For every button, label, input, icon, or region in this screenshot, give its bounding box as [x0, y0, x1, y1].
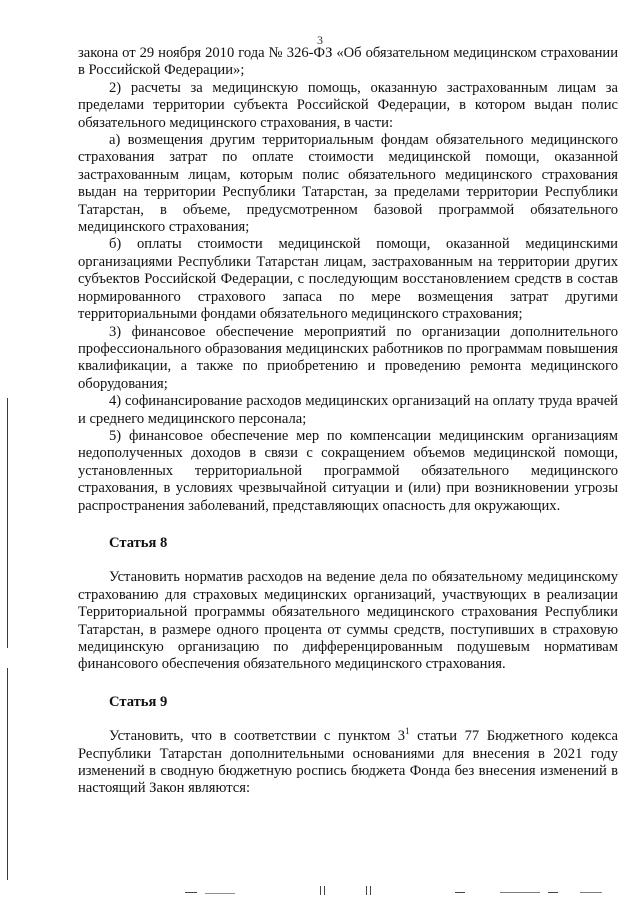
paragraph-item-2: 2) расчеты за медицинскую помощь, оказанную застрахованным лицам за пределами территории субъекта Российской Федерации, в котором выдан полис обязательного медицинского страхования, в части: [78, 79, 618, 131]
scan-mark [500, 892, 540, 893]
document-body [78, 45, 618, 798]
scan-margin-line-lower [7, 668, 8, 880]
paragraph-item-5: 5) финансовое обеспечение мер по компенсации медицинским организациям недополученных доходов в связи с сокращением объемов медицинской помощи, установленных территориальной программой обязательного медицинского страхования, в условиях чрезвычайной ситуации и (или) при возникновении угрозы распространения заболеваний, представляющих опасность для окружающих. [78, 427, 618, 514]
scan-mark [370, 886, 371, 895]
article-9-text [78, 728, 618, 798]
article-9-text-end: статьи 77 Бюджетного кодекса Республики Татарстан дополнительными основаниями для внесения в 2021 году изменений в сводную бюджетную роспись бюджета Фонда без внесения изменений в настоящий Закон являются: [78, 728, 619, 797]
article-8-heading: Статья 8 [109, 534, 168, 551]
paragraph-law-reference: закона от 29 ноября 2010 года № 326-ФЗ «Об обязательном медицинском страховании в Российской Федерации»; [78, 45, 618, 79]
article-9-heading: Статья 9 [109, 693, 168, 710]
article-9-superscript: 1 [405, 726, 410, 737]
scan-mark [548, 892, 558, 893]
scan-margin-line-upper [7, 398, 8, 648]
scan-mark [324, 886, 325, 895]
scan-mark [185, 892, 197, 893]
page-number: 3 [317, 33, 323, 47]
scan-mark [580, 892, 602, 893]
scan-mark [205, 893, 235, 894]
article-9-text-start: Установить, что в соответствии с пунктом 3 [109, 728, 406, 745]
paragraph-item-4: 4) софинансирование расходов медицинских организаций на оплату труда врачей и среднего медицинского персонала; [78, 393, 618, 427]
article-8-text: Установить норматив расходов на ведение дела по обязательному медицинскому страхованию для страховых медицинских организаций, участвующих в реализации Территориальной программы обязательного медицинского страхования Республики Татарстан, в размере одного процента от суммы средств, поступивших в страховую медицинскую организацию по дифференцированным подушевым нормативам финансового обеспечения обязательного медицинского страхования. [78, 569, 618, 673]
paragraph-item-2a: а) возмещения другим территориальным фондам обязательного медицинского страхования затрат по оплате стоимости медицинской помощи, оказанной застрахованным лицам, которым полис обязательного медицинского страхования выдан на территории Республики Татарстан, за пределами территории Республики Татарстан, в объеме, предусмотренном базовой программой обязательного медицинского страхования; [78, 132, 618, 236]
scan-mark [455, 892, 465, 893]
paragraph-item-2b: б) оплаты стоимости медицинской помощи, оказанной медицинскими организациями Республики Татарстан лицам, застрахованным на территории других субъектов Российской Федерации, с последующим восстановлением средств в состав нормированного страхового запаса по мере возмещения затрат другими территориальными фондами обязательного медицинского страхования; [78, 236, 618, 323]
paragraph-item-3: 3) финансовое обеспечение мероприятий по организации дополнительного профессионального образования медицинских работников по программам повышения квалификации, а также по приобретению и проведению ремонта медицинского оборудования; [78, 323, 618, 392]
scan-mark [320, 886, 321, 895]
scan-mark [366, 886, 367, 895]
